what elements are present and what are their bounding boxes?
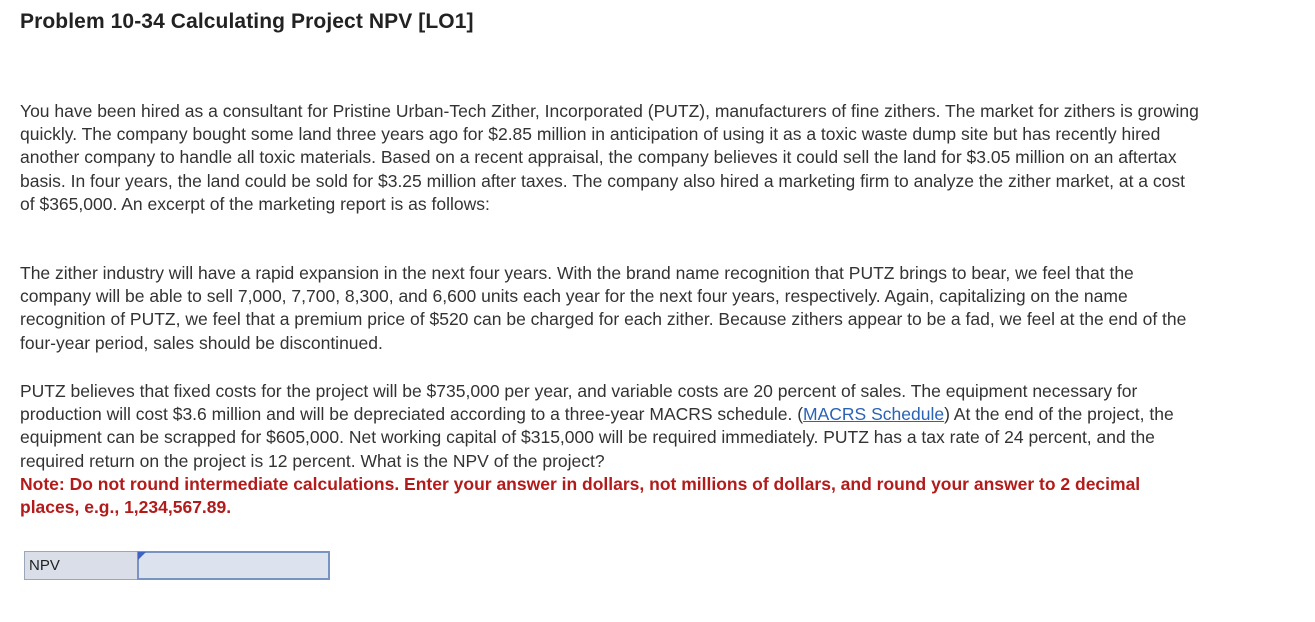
problem-title: Problem 10-34 Calculating Project NPV [LO1]	[20, 10, 474, 33]
scenario-paragraph: You have been hired as a consultant for Pristine Urban-Tech Zither, Incorporated (PUTZ), manufacturers of fine zithers. The market for zithers is growing quickly. The company bought some land three years ago for $2.85 million in anticipation of using it as a toxic waste dump site but has recently hired another company to handle all toxic materials. Based on a recent appraisal, the company believes it could sell the land for $3.05 million on an aftertax basis. In four years, the land could be sold for $3.25 million after taxes. The company also hired a marketing firm to analyze the zither market, at a cost of $365,000. An excerpt of the marketing report is as follows:	[20, 101, 1199, 214]
question-text-start: PUTZ believes that fixed costs for the project will be $735,000 per year, and variable costs are 20 percent of sales. The equipment necessary for production will cost $3.6 million and will be depreciated according to a three-year MACRS schedule. (	[20, 381, 1138, 425]
macrs-schedule-link[interactable]: MACRS Schedule	[803, 404, 945, 425]
npv-label: NPV	[24, 551, 137, 580]
npv-input-wrapper	[137, 551, 330, 580]
marketing-report-paragraph: The zither industry will have a rapid expansion in the next four years. With the brand name recognition that PUTZ brings to bear, we feel that the company will be able to sell 7,000, 7,700, 8,300, and 6,600 units each year for the next four years, respectively. Again, capitalizing on the name recognition of PUTZ, we feel that a premium price of $520 can be charged for each zither. Because zithers appear to be a fad, we feel at the end of the four-year period, sales should be discontinued.	[20, 263, 1187, 353]
instruction-note: Note: Do not round intermediate calculations. Enter your answer in dollars, not millions of dollars, and round your answer to 2 decimal places, e.g., 1,234,567.89.	[20, 473, 1141, 518]
question-paragraph	[20, 380, 1200, 519]
answer-row	[24, 551, 330, 580]
question-text-end: ) At the end of the project, the equipment can be scrapped for $605,000. Net working capital of $315,000 will be required immediately. PUTZ has a tax rate of 24 percent, and the required return on the project is 12 percent. What is the NPV of the project?	[20, 404, 1174, 471]
npv-input[interactable]	[137, 551, 330, 580]
